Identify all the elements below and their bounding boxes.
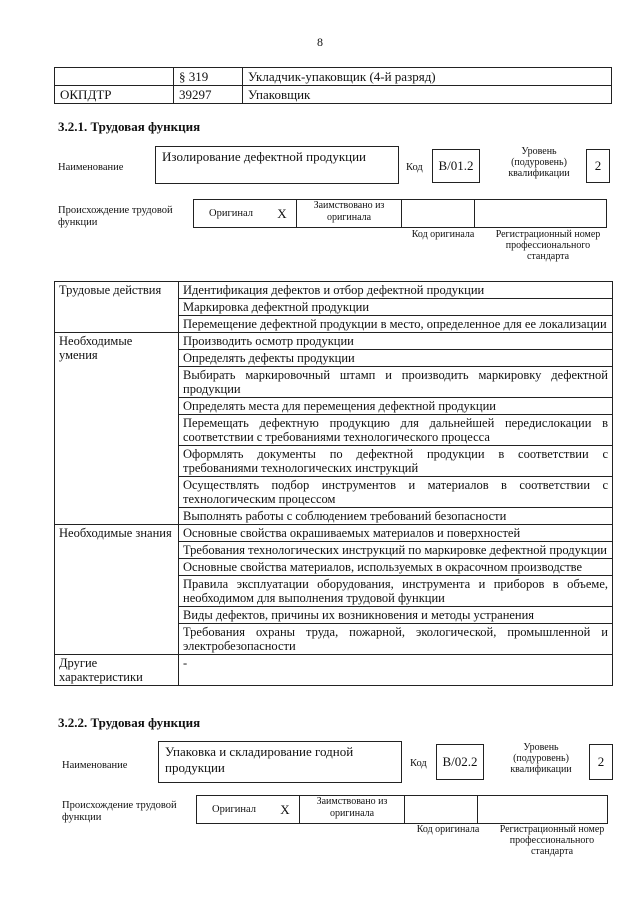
- code-label: Код: [406, 162, 423, 173]
- table-row: [55, 525, 613, 542]
- origin-table: [196, 795, 608, 824]
- table-cell: Основные свойства окрашиваемых материалов и поверхностей: [179, 525, 613, 542]
- function-name-field: Упаковка и складирование годной продукции: [158, 741, 402, 783]
- table-cell: 39297: [174, 86, 243, 104]
- table-row: [55, 282, 613, 299]
- code-original-label: Код оригинала: [416, 824, 480, 835]
- table-cell: -: [179, 655, 613, 686]
- level-field: 2: [586, 149, 610, 183]
- table-row: [55, 68, 612, 86]
- name-label: Наименование: [62, 760, 128, 771]
- reg-number-label: Регистрационный номер профессионального стандарта: [499, 824, 605, 857]
- original-mark: X: [268, 200, 297, 228]
- code-original-cell: [402, 200, 475, 228]
- table-cell: Правила эксплуатации оборудования, инструмента и приборов в объеме, необходимом для выполнения трудовой функции: [179, 576, 613, 607]
- table-cell: Перемещать дефектную продукцию для дальнейшей передислокации в соответствии с требованиями технологического процесса: [179, 415, 613, 446]
- table-cell: Идентификация дефектов и отбор дефектной продукции: [179, 282, 613, 299]
- original-label: Оригинал: [194, 200, 269, 228]
- code-original-label: Код оригинала: [411, 229, 475, 240]
- origin-label: Происхождение трудовой функции: [62, 800, 177, 823]
- table-cell: ОКПДТР: [55, 86, 174, 104]
- category-cell: Необходимые умения: [55, 333, 179, 525]
- table-cell: Основные свойства материалов, используемых в окрасочном производстве: [179, 559, 613, 576]
- table-row: [55, 333, 613, 350]
- category-cell: Необходимые знания: [55, 525, 179, 655]
- table-cell: Определять места для перемещения дефектной продукции: [179, 398, 613, 415]
- table-cell: Маркировка дефектной продукции: [179, 299, 613, 316]
- borrowed-label: Заимствовано из оригинала: [300, 796, 405, 824]
- table-cell: Укладчик-упаковщик (4-й разряд): [243, 68, 612, 86]
- code-field: В/02.2: [436, 744, 484, 780]
- function-name-field: Изолирование дефектной продукции: [155, 146, 399, 184]
- table-row: [55, 655, 613, 686]
- reg-number-cell: [478, 796, 608, 824]
- table-cell: Выбирать маркировочный штамп и производить маркировку дефектной продукции: [179, 367, 613, 398]
- level-label: Уровень (подуровень) квалификации: [508, 146, 570, 179]
- code-field: В/01.2: [432, 149, 480, 183]
- origin-table: [193, 199, 607, 228]
- table-cell: Требования охраны труда, пожарной, экологической, промышленной и электробезопасности: [179, 624, 613, 655]
- table-cell: Требования технологических инструкций по маркировке дефектной продукции: [179, 542, 613, 559]
- table-cell: Перемещение дефектной продукции в место, определенное для ее локализации: [179, 316, 613, 333]
- original-mark: X: [271, 796, 300, 824]
- section-heading: 3.2.1. Трудовая функция: [58, 119, 201, 134]
- code-label: Код: [410, 758, 427, 769]
- table-cell: Осуществлять подбор инструментов и материалов в соответствии с технологическим процессом: [179, 477, 613, 508]
- table-cell: [55, 68, 174, 86]
- level-label: Уровень (подуровень) квалификации: [510, 742, 572, 775]
- table-cell: Производить осмотр продукции: [179, 333, 613, 350]
- original-label: Оригинал: [197, 796, 272, 824]
- page-number: 8: [317, 35, 323, 49]
- level-field: 2: [589, 744, 613, 780]
- reg-number-cell: [475, 200, 607, 228]
- table-cell: Оформлять документы по дефектной продукции в соответствии с требованиями технологических инструкций: [179, 446, 613, 477]
- table-cell: Виды дефектов, причины их возникновения и методы устранения: [179, 607, 613, 624]
- occupation-codes-table: [54, 67, 612, 104]
- category-cell: Трудовые действия: [55, 282, 179, 333]
- code-original-cell: [405, 796, 478, 824]
- category-cell: Другие характеристики: [55, 655, 179, 686]
- table-cell: Упаковщик: [243, 86, 612, 104]
- table-cell: Выполнять работы с соблюдением требований безопасности: [179, 508, 613, 525]
- reg-number-label: Регистрационный номер профессионального стандарта: [495, 229, 601, 262]
- table-row: [55, 86, 612, 104]
- borrowed-label: Заимствовано из оригинала: [297, 200, 402, 228]
- table-cell: § 319: [174, 68, 243, 86]
- table-cell: Определять дефекты продукции: [179, 350, 613, 367]
- origin-label: Происхождение трудовой функции: [58, 205, 173, 228]
- function-details-table: [54, 281, 613, 686]
- section-heading: 3.2.2. Трудовая функция: [58, 715, 201, 730]
- name-label: Наименование: [58, 162, 124, 173]
